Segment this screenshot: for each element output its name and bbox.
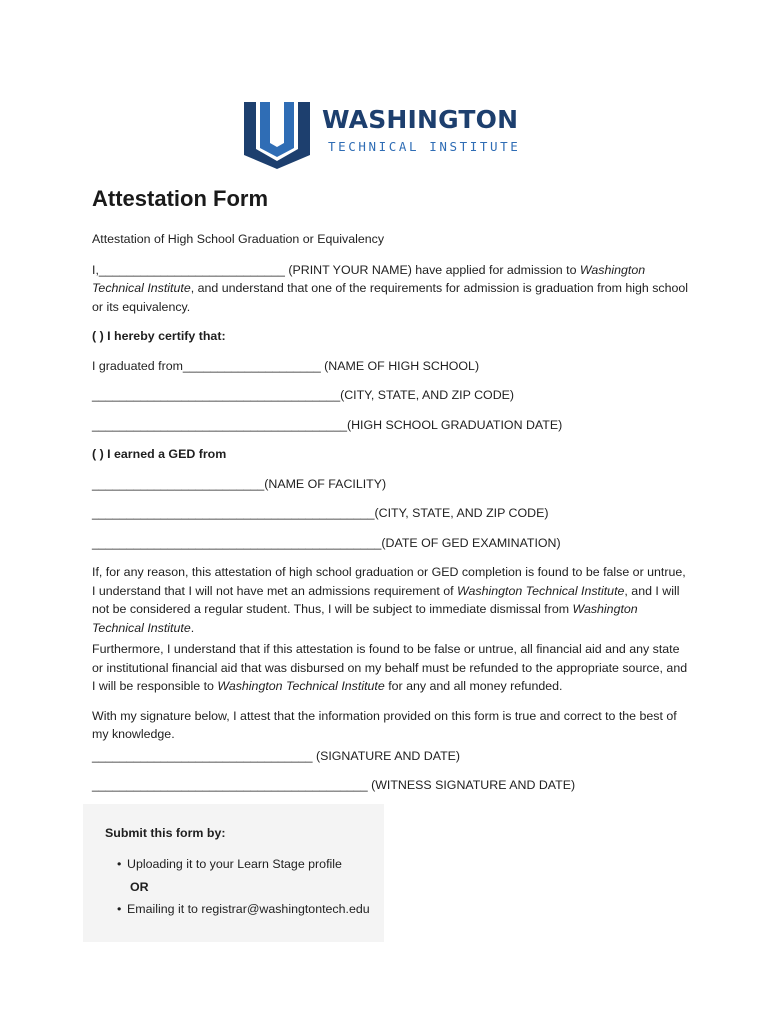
ged-city-field[interactable]: _________________________________________(CITY, STATE, AND ZIP CODE) bbox=[92, 506, 549, 520]
submit-option-email bbox=[117, 902, 370, 916]
para1-text-2: , and I will not be considered a regular student. Thus, I will be subject to immediate dismissal from bbox=[92, 583, 680, 616]
bullet-icon: • bbox=[117, 857, 122, 871]
ged-checkbox-label[interactable]: ( ) I earned a GED from bbox=[92, 447, 227, 461]
para2-text-1: Furthermore, I understand that if this attestation is found to be false or untrue, all financial aid and any state or institutional financial aid that was disbursed on my behalf must be refunded to the appropriate source, and I will be responsible to bbox=[92, 642, 688, 693]
para1-text-1: If, for any reason, this attestation of high school graduation or GED completion is found to be false or untrue, I understand that I will not have met an admissions requirement of bbox=[92, 565, 686, 598]
intro-school-name: Washington Technical Institute bbox=[92, 262, 646, 295]
form-subtitle: Attestation of High School Graduation or Equivalency bbox=[92, 232, 385, 246]
para1-school-1: Washington Technical Institute bbox=[457, 583, 625, 598]
para1-school-2: Washington Technical Institute bbox=[92, 602, 638, 635]
submit-option-email-text[interactable]: Emailing it to registrar@washingtontech.edu bbox=[127, 902, 370, 916]
page-title: Attestation Form bbox=[92, 186, 268, 211]
logo-name-text: WASHINGTON bbox=[322, 105, 519, 134]
ged-date-field[interactable]: __________________________________________(DATE OF GED EXAMINATION) bbox=[92, 535, 561, 550]
signature-field[interactable]: ________________________________ (SIGNATURE AND DATE) bbox=[92, 748, 461, 763]
high-school-name-field[interactable]: I graduated from____________________ (NAME OF HIGH SCHOOL) bbox=[92, 358, 480, 373]
logo-subtitle-text: TECHNICAL INSTITUTE bbox=[328, 139, 521, 154]
intro-text-2: , and understand that one of the requirements for admission is graduation from high school or its equivalency. bbox=[92, 281, 689, 314]
para2-text-2: for any and all money refunded. bbox=[384, 679, 563, 693]
submit-option-upload bbox=[117, 857, 342, 871]
ged-facility-field[interactable]: _________________________(NAME OF FACILITY) bbox=[92, 476, 387, 491]
form-content bbox=[92, 186, 692, 795]
para2-school: Washington Technical Institute bbox=[217, 679, 385, 693]
submit-instructions-box bbox=[83, 804, 384, 942]
submit-title: Submit this form by: bbox=[105, 826, 226, 840]
submit-or: OR bbox=[130, 880, 149, 894]
financial-aid-paragraph bbox=[92, 640, 692, 696]
submit-option-upload-text: Uploading it to your Learn Stage profile bbox=[127, 857, 342, 871]
bullet-icon: • bbox=[117, 902, 122, 916]
certify-checkbox-label[interactable]: ( ) I hereby certify that: bbox=[92, 329, 226, 343]
washington-technical-institute-logo bbox=[242, 99, 542, 169]
witness-signature-field[interactable]: ________________________________________ (WITNESS SIGNATURE AND DATE) bbox=[92, 778, 576, 792]
signature-attest-paragraph: With my signature below, I attest that the information provided on this form is true and correct to the best of my knowledge. bbox=[92, 708, 677, 741]
para1-text-3: . bbox=[190, 620, 195, 635]
high-school-city-field[interactable]: ____________________________________(CITY, STATE, AND ZIP CODE) bbox=[92, 388, 515, 402]
false-attestation-paragraph bbox=[92, 563, 692, 637]
intro-paragraph bbox=[92, 261, 692, 317]
high-school-date-field[interactable]: _____________________________________(HIGH SCHOOL GRADUATION DATE) bbox=[92, 417, 563, 432]
shield-logo-icon bbox=[242, 99, 312, 169]
intro-text-1: I,___________________________ (PRINT YOUR NAME) have applied for admission to bbox=[92, 262, 580, 277]
